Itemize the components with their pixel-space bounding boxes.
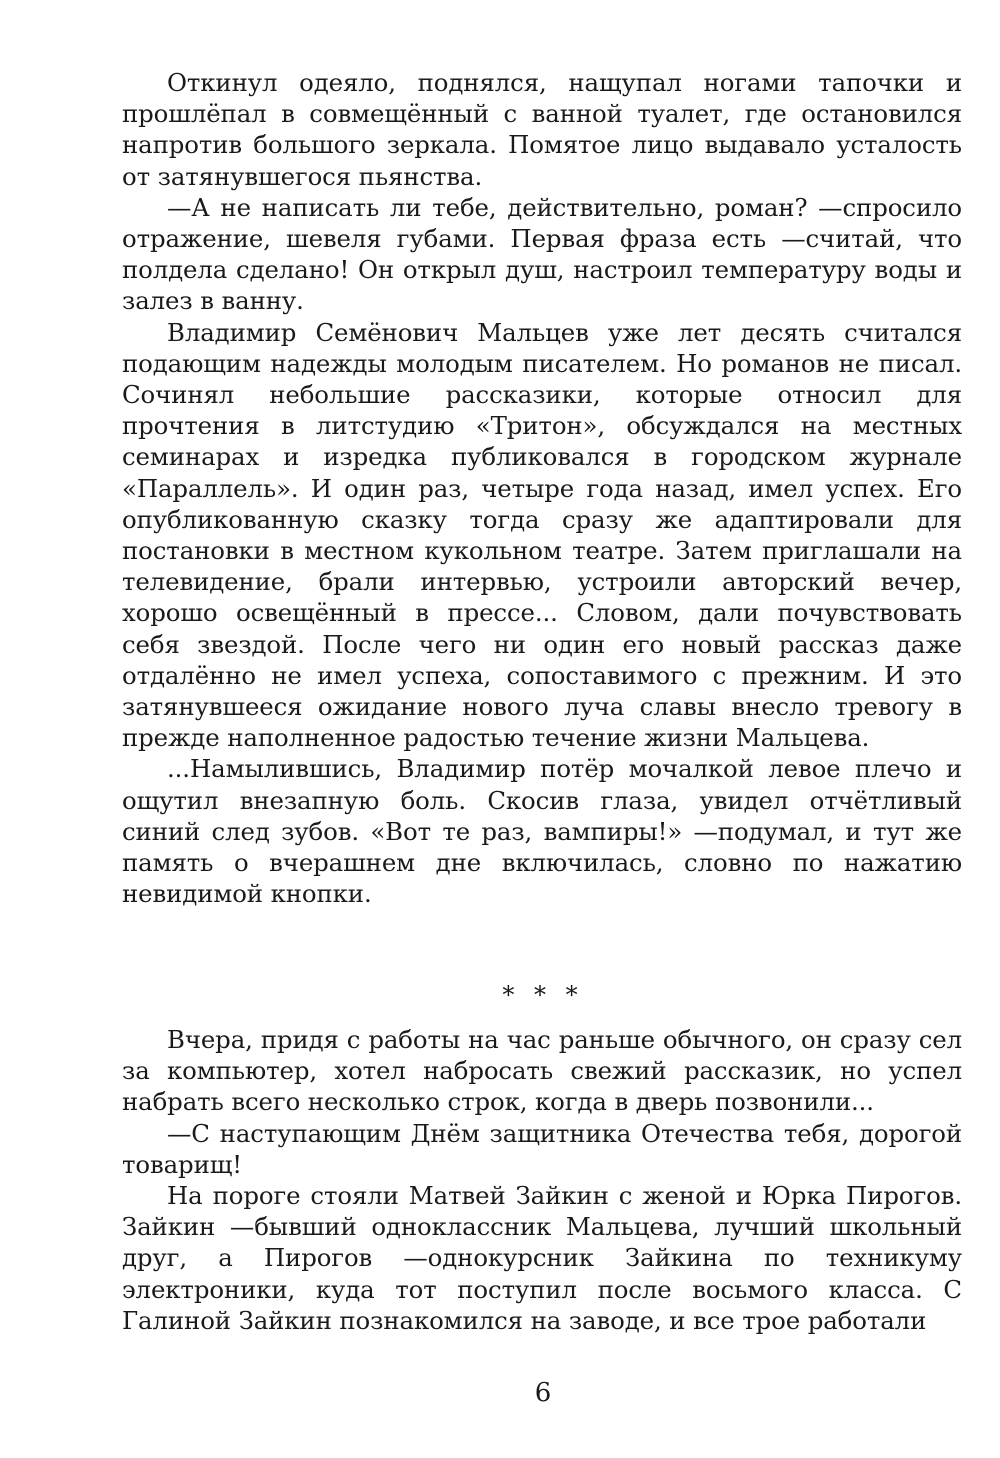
page-number: 6 bbox=[534, 1378, 552, 1408]
text-section-2 bbox=[122, 1024, 962, 1336]
paragraph: Откинул одеяло, поднялся, нащупал ногами тапочки и прошлёпал в совмещённый с ванной туалет, где остановился напротив большого зеркала. Помятое лицо выдавало усталость от затянувшегося пьянства. bbox=[122, 68, 962, 191]
paragraph: ...Намылившись, Владимир потёр мочалкой левое плечо и ощутил внезапную боль. Скосив глаза, увидел отчётливый синий след зубов. «Вот те раз, вампиры!» —подумал, и тут же память о вчерашнем дне включилась, словно по нажатию невидимой кнопки. bbox=[122, 754, 962, 909]
text-section-1 bbox=[122, 67, 962, 909]
paragraph: Вчера, придя с работы на час раньше обычного, он сразу сел за компьютер, хотел набросать свежий рассказик, но успел набрать всего несколько строк, когда в дверь позвонили... bbox=[122, 1025, 962, 1117]
paragraph: На пороге стояли Матвей Зайкин с женой и Юрка Пирогов. Зайкин —бывший одноклассник Мальцева, лучший школьный друг, а Пирогов —однокурсник Зайкина по техникуму электроники, куда тот поступил после восьмого класса. С Галиной Зайкин познакомился на заводе, и все трое работали bbox=[122, 1181, 962, 1335]
paragraph: —А не написать ли тебе, действительно, роман? —спросило отражение, шевеля губами. Первая фраза есть —считай, что полдела сделано! Он открыл душ, настроил температуру воды и залез в ванну. bbox=[122, 192, 962, 316]
section-divider: * * * bbox=[502, 981, 584, 1009]
paragraph: —С наступающим Днём защитника Отечества тебя, дорогой товарищ! bbox=[122, 1118, 962, 1179]
paragraph: Владимир Семёнович Мальцев уже лет десять считался подающим надежды молодым писателем. Но романов не писал. Сочинял небольшие рассказики, которые относил для прочтения в литстудию «Тритон», обсуждался на местных семинарах и изредка публиковался в городском журнале «Параллель». И один раз, четыре года назад, имел успех. Его опубликованную сказку тогда сразу же адаптировали для постановки в местном кукольном театре. Затем приглашали на телевидение, брали интервью, устроили авторский вечер, хорошо освещённый в прессе... Словом, дали почувствовать себя звездой. После чего ни один его новый рассказ даже отдалённо не имел успеха, сопоставимого с прежним. И это затянувшееся ожидание нового луча славы внесло тревогу в прежде наполненное радостью течение жизни Мальцева. bbox=[122, 317, 962, 753]
